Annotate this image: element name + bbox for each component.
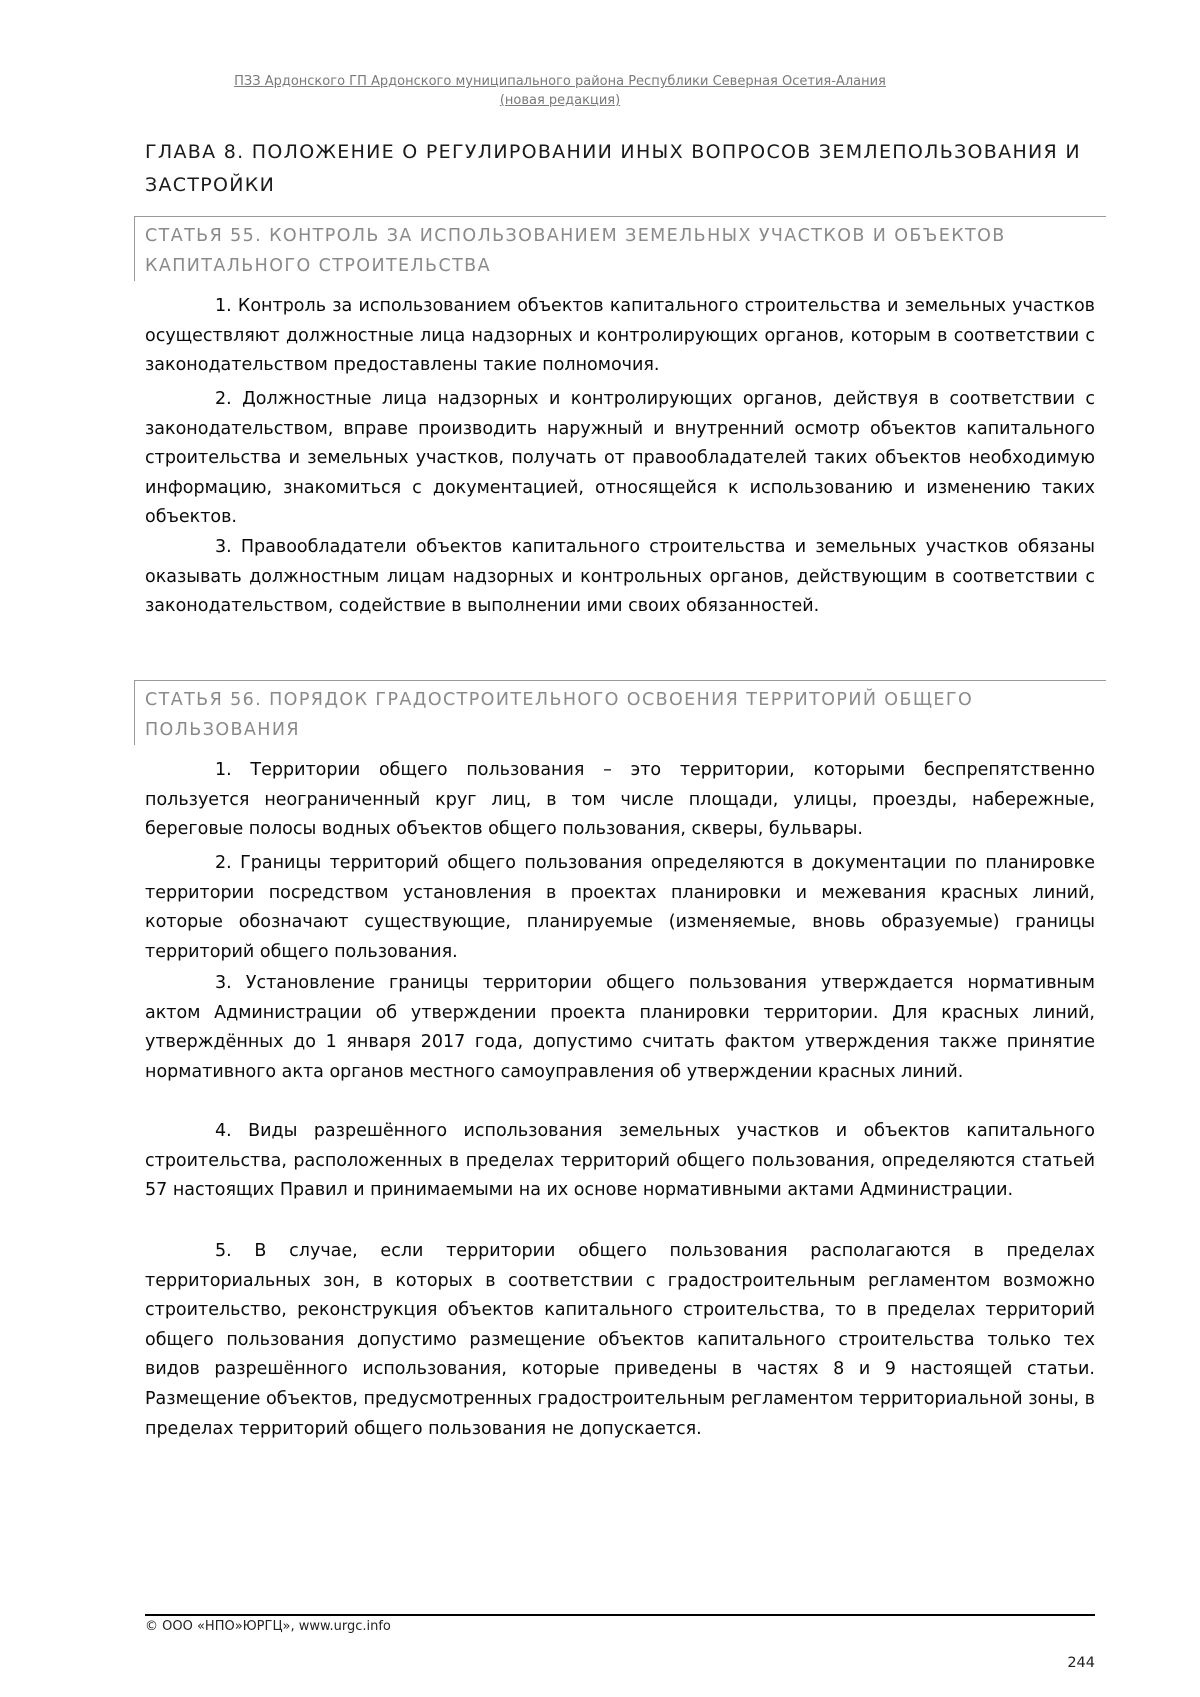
article-56-paragraph-1: 1. Территории общего пользования – это территории, которыми беспрепятственно пользуется неограниченный круг лиц, в том числе площади, улицы, проезды, набережные, береговые полосы водных объектов общего пользования, скверы, бульвары. [145, 760, 1095, 840]
footer-copyright: © ООО «НПО»ЮРГЦ», www.urgc.info [145, 1619, 391, 1634]
article-56-heading: СТАТЬЯ 56. ПОРЯДОК ГРАДОСТРОИТЕЛЬНОГО ОСВОЕНИЯ ТЕРРИТОРИЙ ОБЩЕГО ПОЛЬЗОВАНИЯ [134, 680, 1106, 745]
footer-divider [145, 1614, 1095, 1616]
article-55-paragraph-3: 3. Правообладатели объектов капитального строительства и земельных участков обязаны оказывать должностным лицам надзорных и контрольных органов, действующим в соответствии с законодательством, содействие в выполнении ими своих обязанностей. [145, 537, 1095, 617]
article-56-paragraph-4: 4. Виды разрешённого использования земельных участков и объектов капитального строительства, расположенных в пределах территорий общего пользования, определяются статьей 57 настоящих Правил и принимаемыми на их основе нормативными актами Администрации. [145, 1121, 1095, 1201]
article-55-paragraph-2: 2. Должностные лица надзорных и контролирующих органов, действуя в соответствии с законодательством, вправе производить наружный и внутренний осмотр объектов капитального строительства и земельных участков, получать от правообладателей таких объектов необходимую информацию, знакомиться с документацией, относящейся к использованию и изменению таких объектов. [145, 389, 1095, 528]
running-header-line2: (новая редакция) [499, 93, 621, 108]
article-55-heading: СТАТЬЯ 55. КОНТРОЛЬ ЗА ИСПОЛЬЗОВАНИЕМ ЗЕМЕЛЬНЫХ УЧАСТКОВ И ОБЪЕКТОВ КАПИТАЛЬНОГО СТРОИТЕЛЬСТВА [134, 216, 1106, 281]
article-56-paragraph-5: 5. В случае, если территории общего пользования располагаются в пределах территориальных зон, в которых в соответствии с градостроительным регламентом возможно строительство, реконструкция объектов капитального строительства, то в пределах территорий общего пользования допустимо размещение объектов капитального строительства только тех видов разрешённого использования, которые приведены в частях 8 и 9 настоящей статьи. Размещение объектов, предусмотренных градостроительным регламентом территориальной зоны, в пределах территорий общего пользования не допускается. [145, 1241, 1095, 1439]
chapter-title: ГЛАВА 8. ПОЛОЖЕНИЕ О РЕГУЛИРОВАНИИ ИНЫХ ВОПРОСОВ ЗЕМЛЕПОЛЬЗОВАНИЯ И ЗАСТРОЙКИ [145, 141, 1081, 196]
article-56-paragraph-3: 3. Установление границы территории общего пользования утверждается нормативным актом Администрации об утверждении проекта планировки территории. Для красных линий, утверждённых до 1 января 2017 года, допустимо считать фактом утверждения также принятие нормативного акта органов местного самоуправления об утверждении красных линий. [145, 973, 1095, 1082]
page-number: 244 [1067, 1655, 1095, 1671]
article-55-paragraph-1: 1. Контроль за использованием объектов капитального строительства и земельных участков осуществляют должностные лица надзорных и контролирующих органов, которым в соответствии с законодательством предоставлены такие полномочия. [145, 296, 1095, 376]
running-header [0, 72, 1120, 110]
article-56-paragraph-2: 2. Границы территорий общего пользования определяются в документации по планировке территории посредством установления в проектах планировки и межевания красных линий, которые обозначают существующие, планируемые (изменяемые, вновь образуемые) границы территорий общего пользования. [145, 853, 1095, 962]
running-header-line1: ПЗЗ Ардонского ГП Ардонского муниципального района Республики Северная Осетия-Алания [234, 74, 886, 89]
